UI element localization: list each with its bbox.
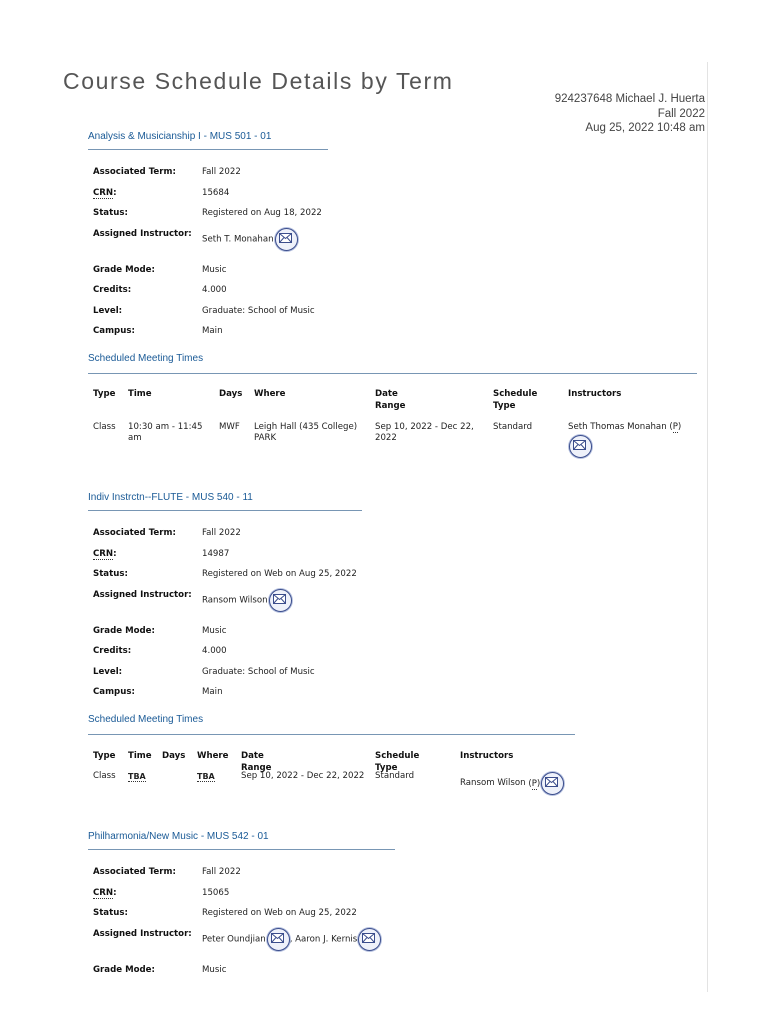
- assigned-instructor-label: Assigned Instructor:: [93, 589, 192, 600]
- credits-value: 4.000: [202, 646, 227, 656]
- grade-mode-label: Grade Mode:: [93, 625, 155, 636]
- status-label: Status:: [93, 208, 128, 218]
- column-header: Days: [219, 389, 243, 399]
- crn-value: 14987: [202, 548, 230, 559]
- meeting-instructor: Ransom Wilson (P): [460, 772, 564, 795]
- meeting-schedule-type: Standard: [375, 771, 415, 781]
- crn-abbr[interactable]: CRN: [93, 548, 114, 559]
- envelope-icon[interactable]: [569, 435, 592, 458]
- instructor-name: Seth Thomas Monahan: [568, 422, 667, 432]
- campus-label: Campus:: [93, 687, 135, 697]
- status-label: Status:: [93, 569, 128, 579]
- associated-term-label: Associated Term:: [93, 167, 176, 177]
- content-right-border: [707, 62, 708, 992]
- grade-mode-value: Music: [202, 264, 227, 275]
- divider: [88, 373, 697, 374]
- meeting-type: Class: [93, 422, 116, 432]
- column-header: Type: [93, 751, 116, 761]
- credits-value: 4.000: [202, 285, 227, 295]
- tba-abbr[interactable]: TBA: [197, 772, 215, 781]
- status-value: Registered on Aug 18, 2022: [202, 208, 322, 218]
- meeting-date-range: Sep 10, 2022 - Dec 22, 2022: [375, 422, 474, 443]
- crn-value: 15684: [202, 187, 230, 198]
- user-id-name: 924237648 Michael J. Huerta: [554, 93, 705, 105]
- divider: [88, 849, 395, 850]
- associated-term-label: Associated Term:: [93, 528, 176, 538]
- course-title: Analysis & Musicianship I - MUS 501 - 01: [88, 131, 272, 142]
- separator: ,: [289, 934, 296, 944]
- status-label: Status:: [93, 908, 128, 918]
- associated-term-value: Fall 2022: [202, 528, 241, 538]
- associated-term-label: Associated Term:: [93, 867, 176, 877]
- column-header: Days: [162, 751, 186, 761]
- course-1-header: [88, 130, 328, 150]
- primary-instructor-marker: P: [531, 779, 537, 789]
- meeting-date-range: Sep 10, 2022 - Dec 22, 2022: [241, 771, 365, 781]
- divider: [88, 149, 328, 150]
- credits-label: Credits:: [93, 646, 132, 656]
- assigned-instructor-label: Assigned Instructor:: [93, 928, 192, 939]
- assigned-instructor-label: Assigned Instructor:: [93, 228, 192, 239]
- column-header: Where: [254, 389, 286, 399]
- status-value: Registered on Web on Aug 25, 2022: [202, 569, 357, 579]
- assigned-instructor-value: [202, 228, 298, 251]
- user-info: [555, 92, 705, 136]
- meeting-location: [197, 771, 215, 783]
- envelope-icon[interactable]: [358, 928, 381, 951]
- associated-term-value: Fall 2022: [202, 867, 241, 877]
- current-term: Fall 2022: [657, 107, 705, 120]
- status-value: Registered on Web on Aug 25, 2022: [202, 908, 357, 918]
- instructor-name: Seth T. Monahan: [202, 234, 274, 244]
- column-header: Time: [128, 389, 152, 399]
- meeting-location: Leigh Hall (435 College) PARK: [254, 422, 358, 443]
- envelope-icon[interactable]: [267, 928, 290, 951]
- course-2-header: [88, 491, 362, 511]
- meeting-type: Class: [93, 771, 116, 781]
- level-value: Graduate: School of Music: [202, 666, 315, 677]
- grade-mode-label: Grade Mode:: [93, 964, 155, 975]
- course-title: Indiv Instrctn--FLUTE - MUS 540 - 11: [88, 492, 253, 503]
- level-label: Level:: [93, 305, 123, 316]
- column-header: Schedule Type: [493, 389, 538, 411]
- assigned-instructor-value: [202, 589, 292, 612]
- campus-label: Campus:: [93, 326, 135, 336]
- grade-mode-value: Music: [202, 964, 227, 975]
- column-header: Date Range: [241, 751, 272, 773]
- crn-label: [93, 888, 117, 898]
- colon: :: [113, 187, 117, 198]
- primary-instructor-marker: P: [672, 422, 678, 432]
- course-title: Philharmonia/New Music - MUS 542 - 01: [88, 831, 269, 842]
- crn-abbr[interactable]: CRN: [93, 187, 114, 198]
- grade-mode-label: Grade Mode:: [93, 264, 155, 275]
- grade-mode-value: Music: [202, 625, 227, 636]
- crn-label: [93, 549, 117, 559]
- column-header: Schedule Type: [375, 751, 420, 773]
- meeting-instructor: Seth Thomas Monahan (P): [568, 422, 698, 458]
- assigned-instructor-value: [202, 928, 381, 951]
- scheduled-meeting-times-title: Scheduled Meeting Times: [88, 353, 204, 364]
- meeting-days: MWF: [219, 422, 240, 432]
- tba-abbr[interactable]: TBA: [128, 772, 146, 781]
- envelope-icon[interactable]: [269, 589, 292, 612]
- instructor-name: Peter Oundjian: [202, 934, 266, 944]
- course-3-header: [88, 830, 395, 850]
- envelope-icon[interactable]: [541, 772, 564, 795]
- meeting-schedule-type: Standard: [493, 422, 533, 432]
- instructor-name: Ransom Wilson: [460, 778, 526, 788]
- level-value: Graduate: School of Music: [202, 305, 315, 316]
- column-header: Date Range: [375, 389, 406, 411]
- timestamp: Aug 25, 2022 10:48 am: [585, 122, 705, 134]
- instructor-name: Ransom Wilson: [202, 595, 268, 605]
- column-header: Where: [197, 751, 229, 761]
- colon: :: [113, 548, 117, 559]
- column-header: Instructors: [460, 751, 514, 761]
- instructor-name: Aaron J. Kernis: [295, 934, 358, 944]
- page-title: Course Schedule Details by Term: [63, 68, 454, 94]
- crn-label: [93, 188, 117, 198]
- crn-abbr[interactable]: CRN: [93, 887, 114, 898]
- crn-value: 15065: [202, 887, 230, 898]
- divider: [88, 734, 575, 735]
- campus-value: Main: [202, 687, 223, 697]
- divider: [88, 510, 362, 511]
- meeting-time: 10:30 am - 11:45 am: [128, 422, 203, 443]
- colon: :: [113, 887, 117, 898]
- meeting-time: [128, 771, 146, 783]
- envelope-icon[interactable]: [275, 228, 298, 251]
- column-header: Time: [128, 751, 152, 761]
- column-header: Type: [93, 389, 116, 399]
- column-header: Instructors: [568, 389, 622, 399]
- campus-value: Main: [202, 326, 223, 336]
- credits-label: Credits:: [93, 285, 132, 295]
- scheduled-meeting-times-title: Scheduled Meeting Times: [88, 714, 204, 725]
- associated-term-value: Fall 2022: [202, 167, 241, 177]
- level-label: Level:: [93, 666, 123, 677]
